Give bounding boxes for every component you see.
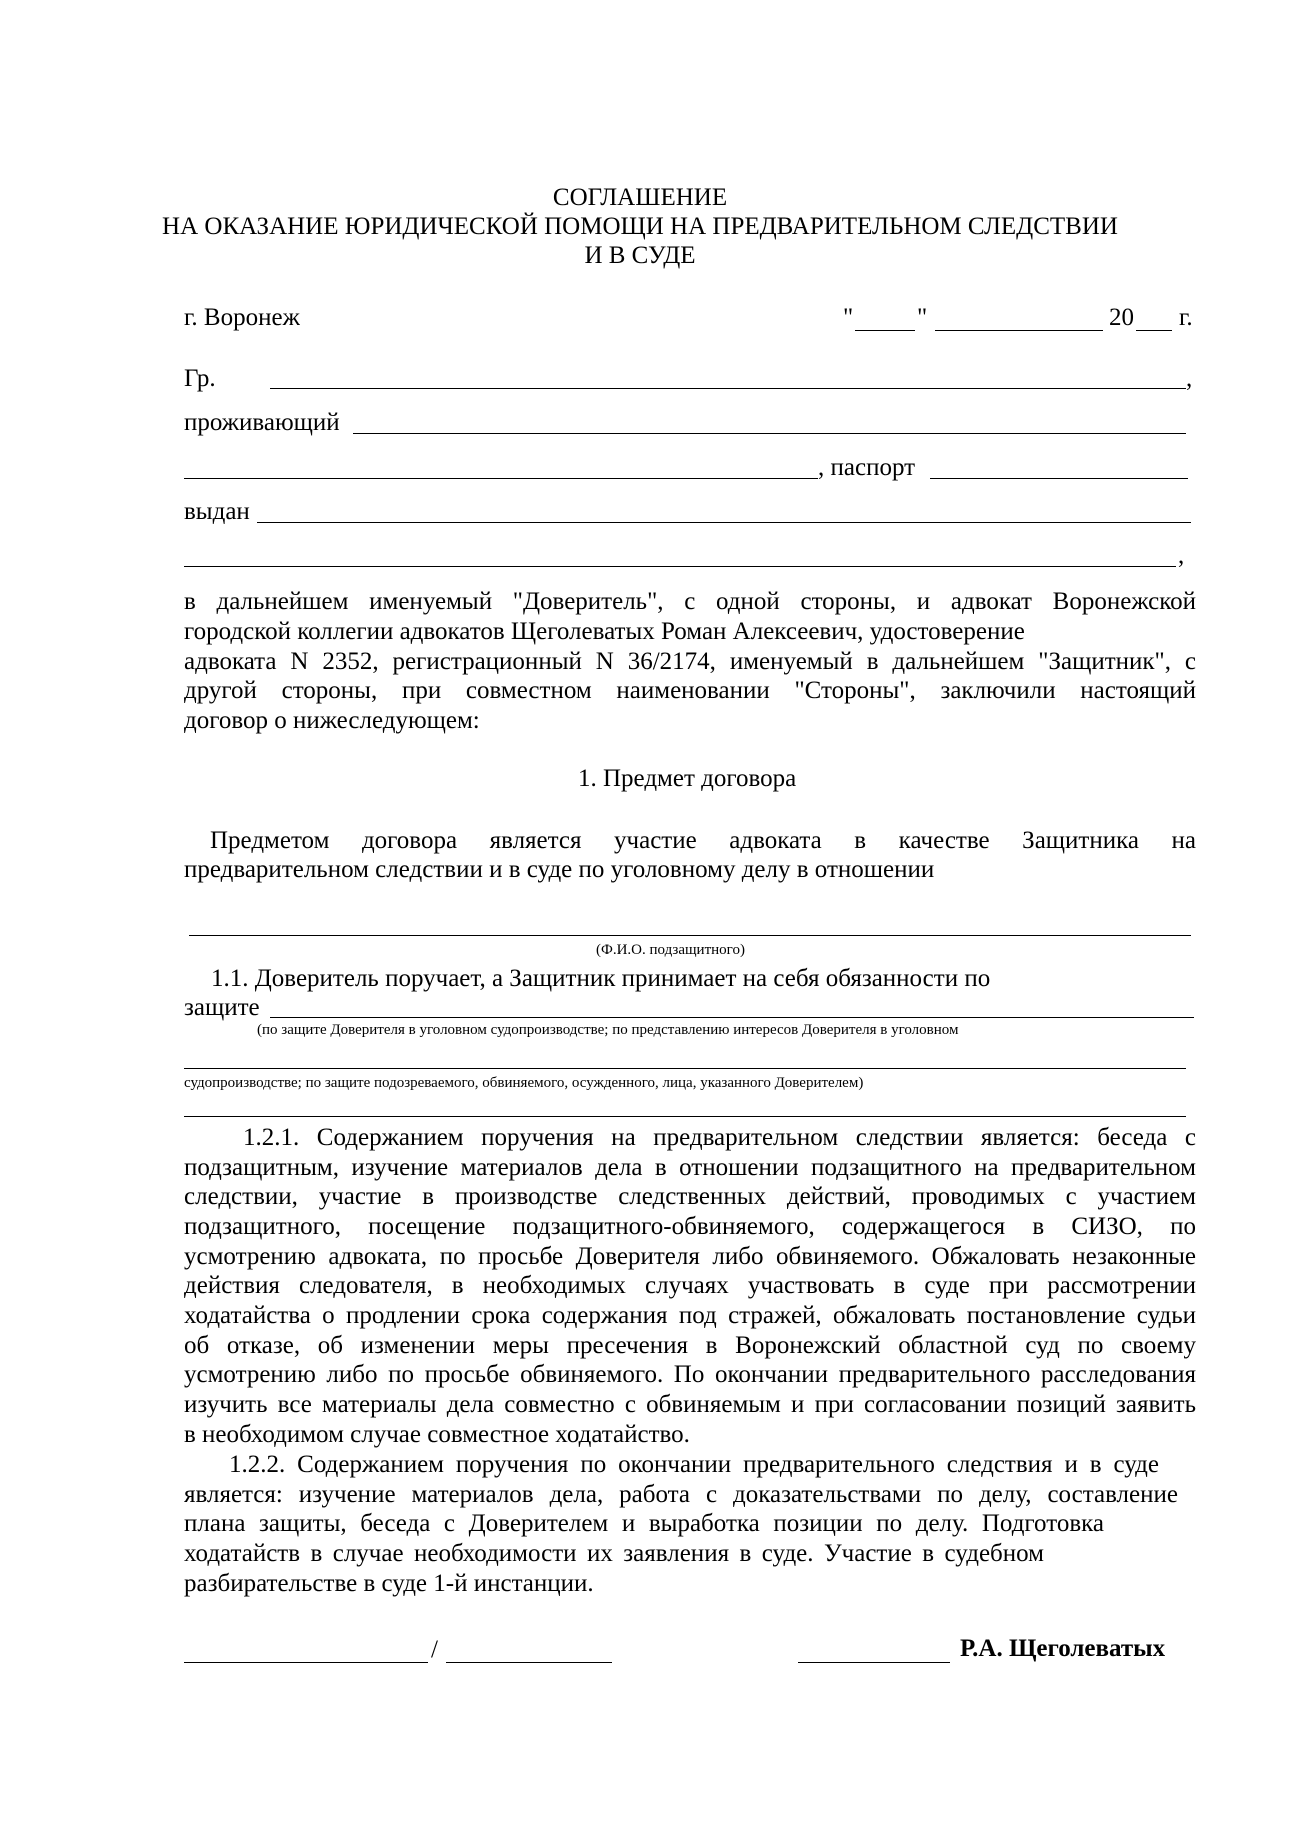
section-heading: 1. Предмет договора [578,765,797,792]
defender-name: Р.А. Щеголеватых [960,1635,1166,1662]
clause-1-2-1-line: следствии, участие в производстве следственных действий, проводимых с участием [184,1183,1196,1210]
clause-1-2-1-line: в необходимом случае совместное ходатайство. [184,1421,690,1448]
passport-label: , паспорт [818,454,916,481]
client-name-blank[interactable] [446,1662,612,1663]
date-month-blank[interactable] [935,330,1103,331]
parties-line: городской коллегии адвокатов Щеголеватых Роман Алексеевич, удостоверение [184,618,1025,645]
date-year-suffix: г. [1179,304,1193,331]
parties-line: адвоката N 2352, регистрационный N 36/2174, именуемый в дальнейшем "Защитник", с [184,648,1196,675]
clause-1-2-1-line: усмотрению либо по просьбе обвиняемого. По окончании предварительного расследования [184,1361,1196,1388]
date-year-prefix: 20 [1109,304,1134,331]
clause-1-1-word: защите [184,994,260,1021]
parties-line: другой стороны, при совместном наименовании "Стороны", заключили настоящий [184,677,1196,704]
document-title: СОГЛАШЕНИЕ [552,184,728,211]
issued-continued-blank[interactable] [184,566,1176,567]
passport-number-blank[interactable] [930,478,1188,479]
client-signature-blank[interactable] [184,1662,428,1663]
defendant-name-blank[interactable] [189,935,1191,936]
issued-label: выдан [184,498,250,525]
subject-line: Предметом договора является участие адвоката в качестве Защитника на [210,827,1196,854]
subject-line: предварительном следствии и в суде по уголовному делу в отношении [184,856,935,883]
residing-address-blank[interactable] [353,433,1186,434]
parties-line: договор о нижеследующем: [184,707,480,734]
clause-1-2-2-line: плана защиты, беседа с Доверителем и выработка позиции по делу. Подготовка [184,1510,1104,1537]
date-year-blank[interactable] [1136,330,1172,331]
clause-1-2-1-line: подзащитным, изучение материалов дела в отношении подзащитного на предварительном [184,1154,1196,1181]
citizen-comma: , [1186,365,1193,392]
fio-caption: (Ф.И.О. подзащитного) [596,942,745,958]
clause-1-2-1-line: 1.2.1. Содержанием поручения на предварительном следствии является: беседа с [243,1124,1196,1151]
city-label: г. Воронеж [184,304,300,331]
parties-line: в дальнейшем именуемый "Доверитель", с одной стороны, и адвокат Воронежской [184,588,1196,615]
clause-1-2-2-line: является: изучение материалов дела, работа с доказательствами по делу, составление [184,1481,1178,1508]
issued-comma: , [1178,542,1185,569]
date-quote-open: " [843,304,854,331]
date-day-blank[interactable] [855,330,915,331]
citizen-name-blank[interactable] [270,388,1186,389]
clause-1-2-1-line: подзащитного, посещение подзащитного-обвиняемого, содержащегося в СИЗО, по [184,1213,1196,1240]
defender-signature-blank[interactable] [798,1662,950,1663]
protection-subject-blank[interactable] [270,1017,1194,1018]
document-subtitle-line1: НА ОКАЗАНИЕ ЮРИДИЧЕСКОЙ ПОМОЩИ НА ПРЕДВАРИТЕЛЬНОМ СЛЕДСТВИИ [162,213,1118,240]
clause-1-2-1-line: ходатайства о продлении срока содержания под стражей, обжаловать постановление судьи [184,1302,1196,1329]
issued-by-blank[interactable] [257,522,1191,523]
protection-subject-blank-2[interactable] [184,1068,1186,1069]
document-subtitle-line2: И В СУДЕ [584,242,696,269]
address-continued-blank[interactable] [184,478,818,479]
clause-1-2-2-line: ходатайств в случае необходимости их заявления в суде. Участие в судебном [184,1540,1044,1567]
clause-1-2-2-line: 1.2.2. Содержанием поручения по окончании предварительного следствия и в суде [229,1451,1159,1478]
clause-1-1-text: 1.1. Доверитель поручает, а Защитник принимает на себя обязанности по [211,965,991,992]
residing-label: проживающий [184,409,340,436]
protection-note-line1: (по защите Доверителя в уголовном судопроизводстве; по представлению интересов Доверителя в уголовном [257,1022,959,1038]
protection-subject-blank-3[interactable] [184,1116,1186,1117]
clause-1-2-1-line: изучить все материалы дела совместно с обвиняемым и при согласовании позиций заявить [184,1391,1196,1418]
clause-1-2-1-line: действия следователя, в необходимых случаях участвовать в суде при рассмотрении [184,1272,1196,1299]
citizen-label: Гр. [184,365,216,392]
clause-1-2-1-line: усмотрению адвоката, по просьбе Доверителя либо обвиняемого. Обжаловать незаконные [184,1243,1196,1270]
signature-separator: / [431,1636,438,1663]
protection-note-line2: судопроизводстве; по защите подозреваемого, обвиняемого, осужденного, лица, указанного Доверителем) [184,1075,864,1091]
clause-1-2-2-line: разбирательстве в суде 1-й инстанции. [184,1570,594,1597]
date-quote-close: " [917,304,928,331]
clause-1-2-1-line: об отказе, об изменении меры пресечения в Воронежский областной суд по своему [184,1332,1196,1359]
